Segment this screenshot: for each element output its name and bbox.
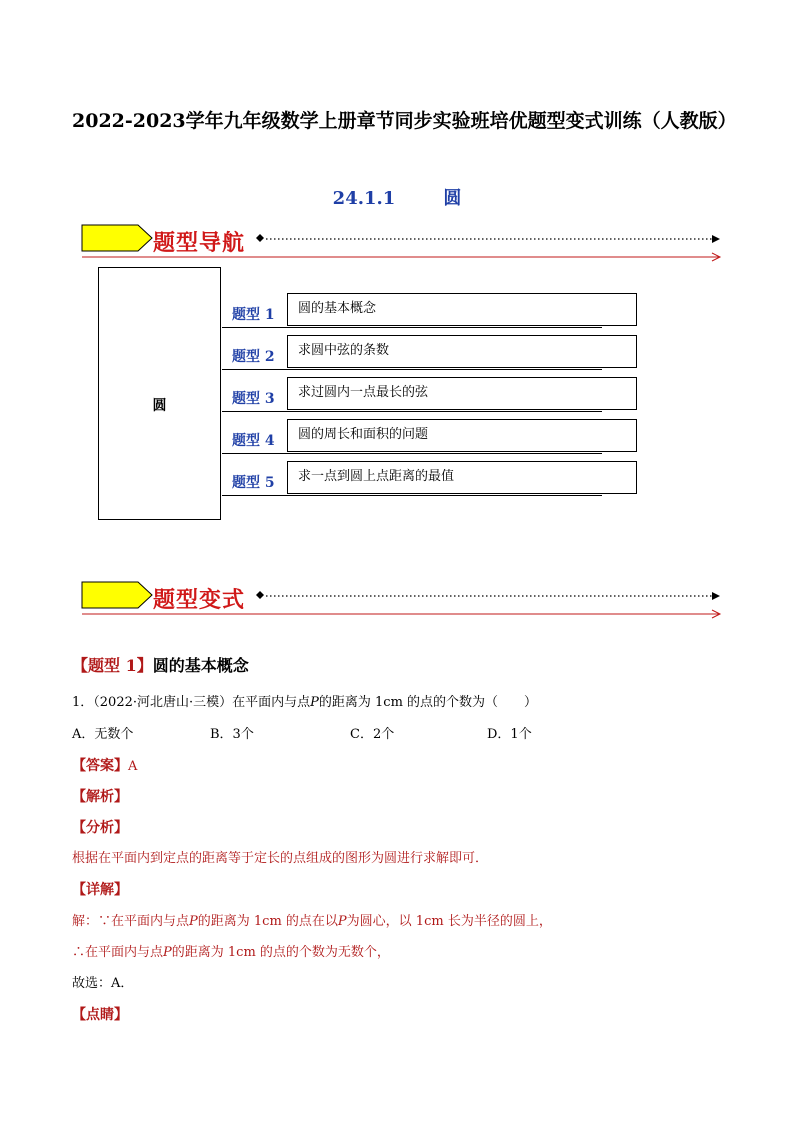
question-1-stem xyxy=(72,694,537,712)
detail-2-part-a: ∴在平面内与点 xyxy=(72,945,164,960)
nav-banner-arrowhead xyxy=(712,235,720,243)
nav-type-underline-1 xyxy=(222,327,602,328)
answer-line xyxy=(72,757,137,776)
detail-1-var-p-2: P xyxy=(337,914,347,929)
nav-type-box-2: 求圆中弦的条数 xyxy=(287,335,637,368)
variable-p: P xyxy=(310,695,319,710)
answer-marker: 【答案】 xyxy=(72,758,128,774)
variant-banner-diamond xyxy=(256,591,264,599)
nav-type-underline-4 xyxy=(222,453,602,454)
nav-header: 题型导航 xyxy=(153,230,246,256)
nav-type-label-3: 题型 3 xyxy=(232,391,275,407)
detail-1-part-a: 解：∵在平面内与点 xyxy=(72,914,190,929)
detail-1-part-c: 为圆心，以 1cm 长为半径的圆上， xyxy=(346,914,552,929)
conclusion-line: 故选：A． xyxy=(72,976,134,991)
nav-type-underline-3 xyxy=(222,411,602,412)
nav-main-label: 圆 xyxy=(152,398,167,414)
option-b: B．3个 xyxy=(210,727,254,742)
answer-value: A xyxy=(128,759,138,774)
nav-type-underline-5 xyxy=(222,495,602,496)
type-1-heading xyxy=(72,653,249,676)
nav-banner-diamond xyxy=(256,234,264,242)
section-name: 圆 xyxy=(443,188,462,209)
nav-banner-tag xyxy=(82,225,152,251)
question-number: 1． xyxy=(72,695,94,710)
question-stem-part-a: 在平面内与点 xyxy=(232,695,311,710)
detail-line-2 xyxy=(72,944,390,962)
nav-type-label-4: 题型 4 xyxy=(232,433,275,449)
nav-type-box-3: 求过圆内一点最长的弦 xyxy=(287,377,637,410)
comment-marker: 【点睛】 xyxy=(72,1007,128,1023)
detail-1-part-b: 的距离为 1cm 的点在以 xyxy=(197,914,338,929)
section-heading xyxy=(0,184,794,210)
type-1-heading-prefix: 【题型 1】 xyxy=(72,656,153,675)
nav-type-label-5: 题型 5 xyxy=(232,475,275,491)
nav-type-box-5: 求一点到圆上点距离的最值 xyxy=(287,461,637,494)
analysis-marker: 【解析】 xyxy=(72,789,128,805)
nav-type-label-2: 题型 2 xyxy=(232,349,275,365)
detail-1-var-p: P xyxy=(189,914,198,929)
question-source: （2022·河北唐山·三模） xyxy=(93,695,233,710)
document-title: 2022-2023学年九年级数学上册章节同步实验班培优题型变式训练（人教版） xyxy=(72,110,737,132)
variant-banner-arrowhead xyxy=(712,592,720,600)
variant-banner-tag xyxy=(82,582,152,608)
fenxi-text: 根据在平面内到定点的距离等于定长的点组成的图形为圆进行求解即可． xyxy=(72,851,489,866)
variant-header: 题型变式 xyxy=(153,587,246,613)
nav-type-box-1: 圆的基本概念 xyxy=(287,293,637,326)
fenxi-marker: 【分析】 xyxy=(72,820,128,836)
option-d: D．1个 xyxy=(487,727,532,742)
section-number: 24.1.1 xyxy=(332,188,396,209)
option-a: A．无数个 xyxy=(72,727,134,742)
detail-marker: 【详解】 xyxy=(72,882,128,898)
nav-type-underline-2 xyxy=(222,369,602,370)
detail-2-part-b: 的距离为 1cm 的点的个数为无数个， xyxy=(171,945,390,960)
nav-type-box-4: 圆的周长和面积的问题 xyxy=(287,419,637,452)
type-1-heading-text: 圆的基本概念 xyxy=(152,656,249,675)
nav-main-box xyxy=(98,267,221,520)
question-stem-part-b: 的距离为 1cm 的点的个数为（ ） xyxy=(318,695,538,710)
nav-type-label-1: 题型 1 xyxy=(232,307,275,323)
detail-line-1 xyxy=(72,913,552,931)
detail-2-var-p: P xyxy=(163,945,172,960)
option-c: C．2个 xyxy=(350,727,395,742)
